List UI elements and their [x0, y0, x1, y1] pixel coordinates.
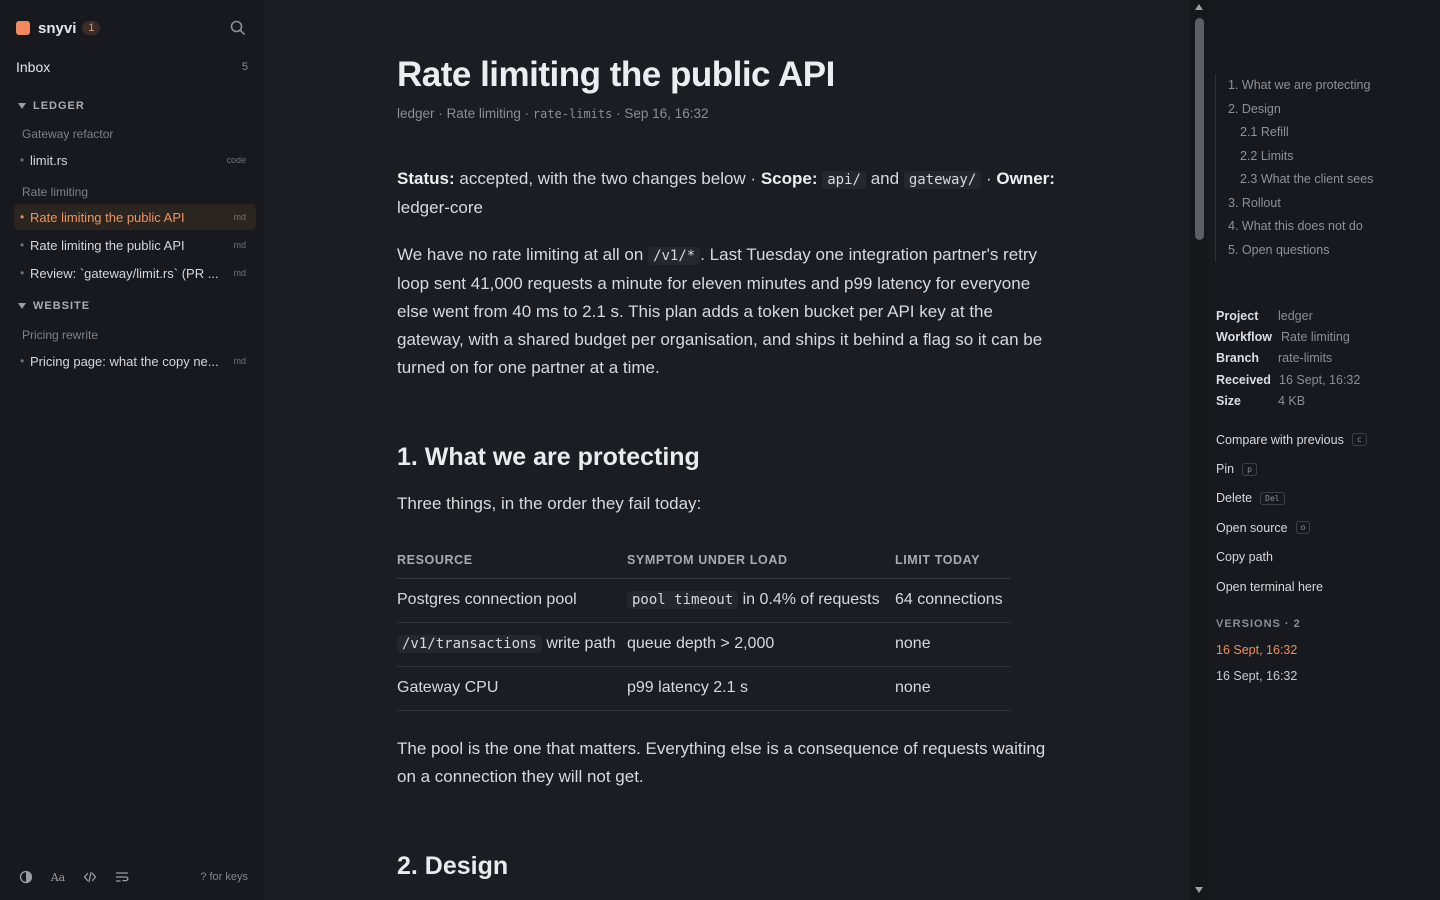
scope-code: gateway/ [904, 171, 981, 189]
property-row [1216, 390, 1426, 411]
action-label: Pin [1216, 462, 1235, 477]
property-row [1216, 369, 1426, 390]
table-cell: Gateway CPU [397, 666, 627, 710]
property-key: Branch [1216, 351, 1260, 366]
wrap-text-icon [115, 870, 129, 884]
table-row [397, 578, 1010, 622]
resource-table [397, 542, 1010, 711]
property-key: Project [1216, 308, 1259, 323]
file-type-tag: md [233, 268, 246, 278]
property-key: Size [1216, 393, 1242, 408]
details-panel [1208, 0, 1440, 900]
table-cell: none [895, 666, 1010, 710]
table-header: LIMIT TODAY [895, 542, 1010, 578]
section-paragraph: The pool is the one that matters. Everything else is a consequence of requests waiting on a connection they will not get. [397, 739, 1046, 786]
scope-label: Scope: [760, 169, 818, 188]
toc-item[interactable]: 3. Rollout [1228, 195, 1281, 210]
scroll-down-icon[interactable] [1195, 887, 1203, 893]
file-type-tag: md [233, 212, 246, 222]
meta-project: ledger [397, 106, 435, 121]
table-cell: queue depth > 2,000 [627, 622, 895, 666]
status-text: accepted, with the two changes below · [459, 169, 757, 188]
brand-logo-icon [16, 21, 30, 35]
table-of-contents [1215, 74, 1415, 262]
file-name: limit.rs [30, 152, 68, 168]
table-cell: 64 connections [895, 578, 1010, 622]
bullet-icon: • [20, 266, 25, 280]
meta-separator: · [524, 106, 530, 121]
action-label: Compare with previous [1216, 432, 1344, 447]
action-label: Open source [1216, 520, 1288, 535]
compare-button[interactable] [1216, 425, 1426, 454]
code-icon [83, 870, 97, 884]
status-paragraph [397, 165, 1057, 222]
bullet-icon: • [20, 210, 25, 224]
property-row [1216, 305, 1426, 326]
toc-item[interactable]: 4. What this does not do [1228, 219, 1363, 233]
table-row [397, 666, 1010, 710]
file-type-tag: md [233, 240, 246, 250]
group-label: Pricing rewrite [22, 328, 99, 342]
contrast-icon [19, 870, 33, 884]
section-label: LEDGER [33, 100, 85, 112]
document-scrollbar[interactable] [1190, 0, 1208, 900]
scope-code: api/ [822, 171, 866, 189]
scroll-up-icon[interactable] [1195, 4, 1203, 10]
property-value: 16 Sept, 16:32 [1279, 372, 1361, 387]
file-item[interactable] [14, 147, 256, 173]
file-item-active[interactable] [14, 204, 256, 230]
table-cell: Postgres connection pool [397, 578, 627, 622]
section-lead: Three things, in the order they fail today: [397, 494, 702, 513]
theme-toggle-button[interactable] [18, 869, 34, 885]
shortcut-key: Del [1260, 492, 1284, 505]
file-type-tag: code [226, 155, 246, 165]
property-row [1216, 326, 1426, 347]
action-label: Delete [1216, 491, 1253, 506]
table-cell [397, 622, 627, 666]
file-name: Pricing page: what the copy ne... [30, 353, 219, 369]
property-value: Rate limiting [1281, 329, 1350, 344]
meta-workflow: Rate limiting [446, 106, 521, 121]
version-item-current[interactable]: 16 Sept, 16:32 [1216, 643, 1298, 657]
group-label: Gateway refactor [22, 127, 114, 141]
delete-button[interactable] [1216, 484, 1426, 513]
chevron-down-icon [18, 103, 26, 109]
scrollbar-thumb[interactable] [1195, 18, 1204, 240]
intro-after: . Last Tuesday one integration partner's retry loop sent 41,000 requests a minute for eleven minutes and p99 latency for everyone else went from 40 ms to 2.1 s. This plan adds a token bucket per API key at the gateway, with a shared budget per organisation, and ships it behind a flag so it can be turned on for one partner at a time. [397, 245, 1043, 377]
code-view-button[interactable] [82, 869, 98, 885]
open-terminal-button[interactable] [1216, 572, 1426, 601]
keys-hint[interactable]: ? for keys [200, 871, 248, 883]
properties-list [1216, 305, 1426, 411]
toc-item[interactable]: 2. Design [1228, 101, 1281, 116]
status-label: Status: [397, 169, 455, 188]
toc-item[interactable]: 1. What we are protecting [1228, 78, 1371, 92]
cell-code: pool timeout [627, 591, 738, 609]
shortcut-key: c [1352, 433, 1367, 446]
property-value: rate-limits [1278, 351, 1333, 366]
table-cell: none [895, 622, 1010, 666]
file-item[interactable] [14, 232, 256, 258]
shortcut-key: p [1242, 463, 1257, 476]
notification-badge: 1 [82, 21, 100, 35]
and-text: and [870, 169, 900, 188]
cell-text: write path [546, 635, 616, 652]
versions-heading: VERSIONS · 2 [1216, 618, 1301, 630]
open-source-button[interactable] [1216, 513, 1426, 542]
copy-path-button[interactable] [1216, 543, 1426, 572]
action-label: Copy path [1216, 550, 1273, 565]
brand-name: snyvi [38, 19, 77, 37]
cell-text: in 0.4% of requests [742, 591, 880, 608]
shortcut-key: o [1296, 521, 1311, 534]
toc-item[interactable]: 2.1 Refill [1240, 125, 1289, 139]
font-button[interactable]: Aa [50, 870, 66, 884]
wrap-button[interactable] [114, 869, 130, 885]
section-label: WEBSITE [33, 300, 91, 312]
table-cell [627, 578, 895, 622]
intro-paragraph [397, 241, 1062, 382]
document-meta [397, 106, 708, 121]
search-button[interactable] [228, 18, 248, 38]
toc-item[interactable]: 2.3 What the client sees [1240, 172, 1374, 186]
table-row [397, 622, 1010, 666]
file-type-tag: md [233, 356, 246, 366]
inbox-label: Inbox [16, 59, 51, 75]
owner-label: Owner: [996, 169, 1055, 188]
property-row [1216, 348, 1426, 369]
meta-separator: · [616, 106, 621, 121]
intro-code: /v1/* [648, 247, 700, 265]
chevron-down-icon [18, 303, 26, 309]
section-ledger[interactable] [18, 98, 85, 114]
intro-before: We have no rate limiting at all on [397, 245, 644, 264]
owner-value: ledger-core [397, 198, 483, 217]
file-name: Rate limiting the public API [30, 209, 185, 225]
group-label: Rate limiting [22, 185, 89, 199]
search-icon [228, 18, 248, 38]
section-website[interactable] [18, 298, 90, 314]
inbox-count: 5 [241, 61, 248, 73]
property-value: 4 KB [1278, 393, 1306, 408]
action-label: Open terminal here [1216, 579, 1324, 594]
brand[interactable] [16, 18, 100, 38]
property-key: Received [1216, 372, 1271, 387]
pin-button[interactable] [1216, 454, 1426, 483]
file-name: Rate limiting the public API [30, 237, 185, 253]
property-key: Workflow [1216, 329, 1273, 344]
bullet-icon: • [20, 153, 25, 167]
document-title: Rate limiting the public API [397, 55, 835, 94]
bullet-icon: • [20, 354, 25, 368]
section-heading: 1. What we are protecting [397, 443, 700, 471]
meta-branch: rate-limits [532, 107, 613, 121]
file-item[interactable] [14, 348, 256, 374]
section-heading: 2. Design [397, 852, 509, 880]
bullet-icon: • [20, 238, 25, 252]
table-header: RESOURCE [397, 542, 627, 578]
table-header: SYMPTOM UNDER LOAD [627, 542, 895, 578]
table-cell: p99 latency 2.1 s [627, 666, 895, 710]
dot-separator: · [985, 169, 992, 188]
property-value: ledger [1278, 308, 1313, 323]
sidebar [0, 0, 264, 900]
file-item[interactable] [14, 260, 256, 286]
meta-date: Sep 16, 16:32 [624, 106, 709, 121]
sidebar-footer [18, 868, 248, 886]
version-item[interactable]: 16 Sept, 16:32 [1216, 669, 1298, 683]
file-name: Review: `gateway/limit.rs` (PR ... [30, 265, 219, 281]
table-header-row [397, 542, 1010, 578]
document-view [264, 0, 1190, 900]
inbox-item[interactable] [16, 57, 248, 77]
meta-separator: · [438, 106, 443, 121]
toc-item[interactable]: 5. Open questions [1228, 242, 1330, 257]
actions-list [1216, 425, 1426, 601]
cell-code: /v1/transactions [397, 635, 542, 653]
toc-item[interactable]: 2.2 Limits [1240, 148, 1294, 163]
